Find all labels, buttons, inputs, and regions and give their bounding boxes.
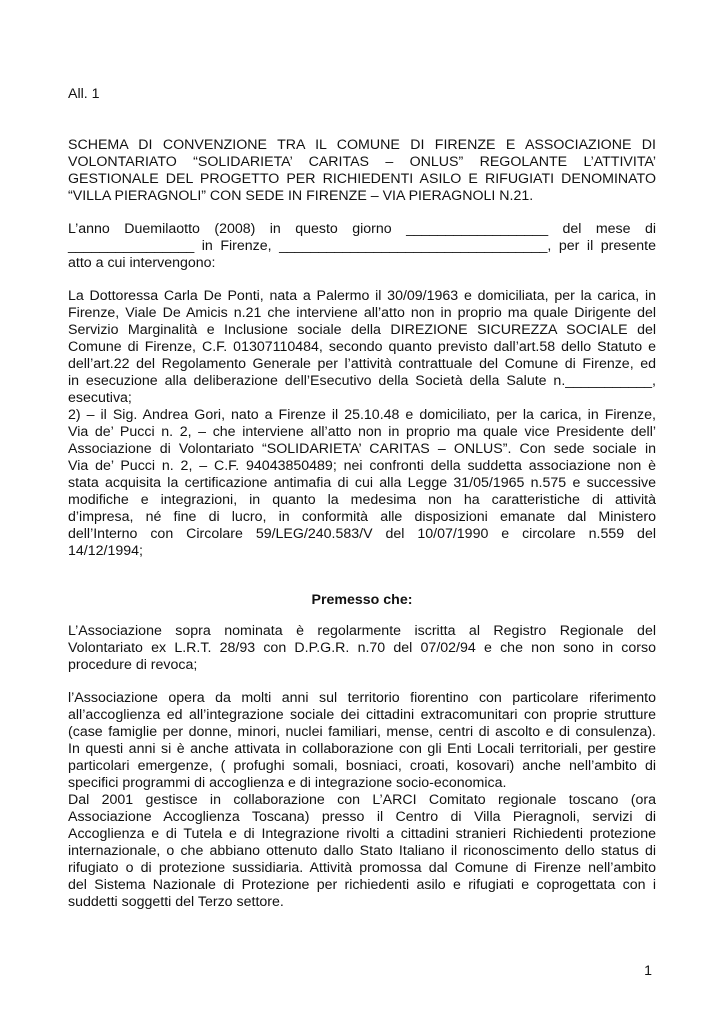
intro-paragraph — [68, 221, 656, 272]
premesso-paragraph-1 — [68, 623, 656, 674]
title-line: VOLONTARIATO “SOLIDARIETA’ CARITAS – ONLUS” REGOLANTE L’ATTIVITA’ — [68, 154, 656, 170]
intro-line: atto a cui intervengono: — [68, 255, 216, 271]
premesso-line: procedure di revoca; — [68, 657, 198, 673]
party-line: in esecuzione alla deliberazione dell’Esecutivo della Società della Salute n.___________, — [68, 373, 656, 389]
premesso-line: Dal 2001 gestisce in collaborazione con L’ARCI Comitato regionale toscano (ora — [68, 792, 656, 808]
premesso-line: Accoglienza e di Tutela e di Integrazione rivolti a cittadini stranieri Richiedenti protezione — [68, 826, 656, 842]
premesso-line: Associazione Accoglienza Toscana) presso il Centro di Villa Pieragnoli, servizi di — [68, 809, 656, 825]
party-line: Comune di Firenze, C.F. 01307110484, secondo quanto previsto dall’art.58 dello Statuto e — [68, 339, 656, 355]
party-line: d’impresa, né fine di lucro, in conformità alle disposizioni emanate dal Ministero — [68, 509, 656, 525]
premesso-line: suddetti soggetti del Terzo settore. — [68, 894, 284, 910]
parties-paragraph — [68, 288, 656, 560]
party-line: 14/12/1994; — [68, 543, 143, 559]
party-line: Firenze, Viale De Amicis n.21 che interviene all’atto non in proprio ma quale Dirigente del — [68, 305, 656, 321]
party-line: Via de’ Pucci n. 2, – che interviene all’atto non in proprio ma quale vice Presidente dell’ — [68, 424, 656, 440]
premesso-line: In questi anni si è anche attivata in collaborazione con gli Enti Locali territoriali, per gestire — [68, 741, 656, 757]
premesso-line: Volontariato ex L.R.T. 28/93 con D.P.G.R. n.70 del 07/02/94 e che non sono in corso — [68, 640, 656, 656]
intro-line: L’anno Duemilaotto (2008) in questo giorno __________________ del mese di — [68, 221, 656, 237]
party-line: esecutiva; — [68, 390, 132, 406]
party-line: 2) – il Sig. Andrea Gori, nato a Firenze il 25.10.48 e domiciliato, per la carica, in Firenze, — [68, 407, 656, 423]
premesso-line: l’Associazione opera da molti anni sul territorio fiorentino con particolare riferimento — [68, 690, 656, 706]
party-line: modifiche e integrazioni, in quanto la medesima non ha caratteristiche di attività — [68, 492, 656, 508]
premesso-line: (case famiglie per donne, minori, nuclei familiari, mense, centri di ascolto e di consulenza). — [68, 724, 656, 740]
title-line: SCHEMA DI CONVENZIONE TRA IL COMUNE DI FIRENZE E ASSOCIAZIONE DI — [68, 137, 656, 153]
title-line: “VILLA PIERAGNOLI” CON SEDE IN FIRENZE – VIA PIERAGNOLI N.21. — [68, 188, 534, 204]
title-line: GESTIONALE DEL PROGETTO PER RICHIEDENTI ASILO E RIFUGIATI DENOMINATO — [68, 171, 656, 187]
party-line: dell’Interno con Circolare 59/LEG/240.583/V del 10/07/1990 e circolare n.559 del — [68, 526, 656, 542]
attachment-label-text: All. 1 — [68, 86, 100, 102]
premesso-line: particolari emergenze, ( profughi somali, bosniaci, croati, kosovari) anche nell’ambito di — [68, 758, 656, 774]
party-line: Associazione di Volontariato “SOLIDARIETA’ CARITAS – ONLUS”. Con sede sociale in — [68, 441, 656, 457]
premesso-line: internazionale, o che abbiano ottenuto dallo Stato Italiano il riconoscimento dello status di — [68, 843, 656, 859]
premesso-paragraph-2 — [68, 690, 656, 911]
premesso-line: del Sistema Nazionale di Protezione per richiedenti asilo e rifugiati e coprogettata con i — [68, 877, 656, 893]
premesso-line: L’Associazione sopra nominata è regolarmente iscritta al Registro Regionale del — [68, 623, 656, 639]
party-line: La Dottoressa Carla De Ponti, nata a Palermo il 30/09/1963 e domiciliata, per la carica, in — [68, 288, 656, 304]
party-line: Via de’ Pucci n. 2, – C.F. 94043850489; nei confronti della suddetta associazione non è — [68, 458, 656, 474]
premesso-line: all’accoglienza ed all’integrazione sociale dei cittadini extracomunitari con proprie strutture — [68, 707, 656, 723]
intro-line: ________________ in Firenze, __________________________________, per il presente — [68, 238, 656, 254]
document-title — [68, 137, 656, 205]
attachment-label — [68, 86, 656, 103]
party-line: Servizio Marginalità e Inclusione sociale della DIREZIONE SICUREZZA SOCIALE del — [68, 322, 656, 338]
document-page — [68, 0, 656, 1024]
premesso-line: specifici programmi di accoglienza e di integrazione socio-economica. — [68, 775, 507, 791]
premesso-line: rifugiato o di protezione sussidiaria. Attività promossa dal Comune di Firenze nell’ambito — [68, 860, 656, 876]
party-line: dell’art.22 del Regolamento Generale per l’attività contrattuale del Comune di Firenze, ed — [68, 356, 656, 372]
page-number: 1 — [644, 963, 652, 979]
premesso-heading: Premesso che: — [311, 592, 413, 608]
party-line: stata acquisita la certificazione antimafia di cui alla Legge 31/05/1965 n.575 e successive — [68, 475, 656, 491]
